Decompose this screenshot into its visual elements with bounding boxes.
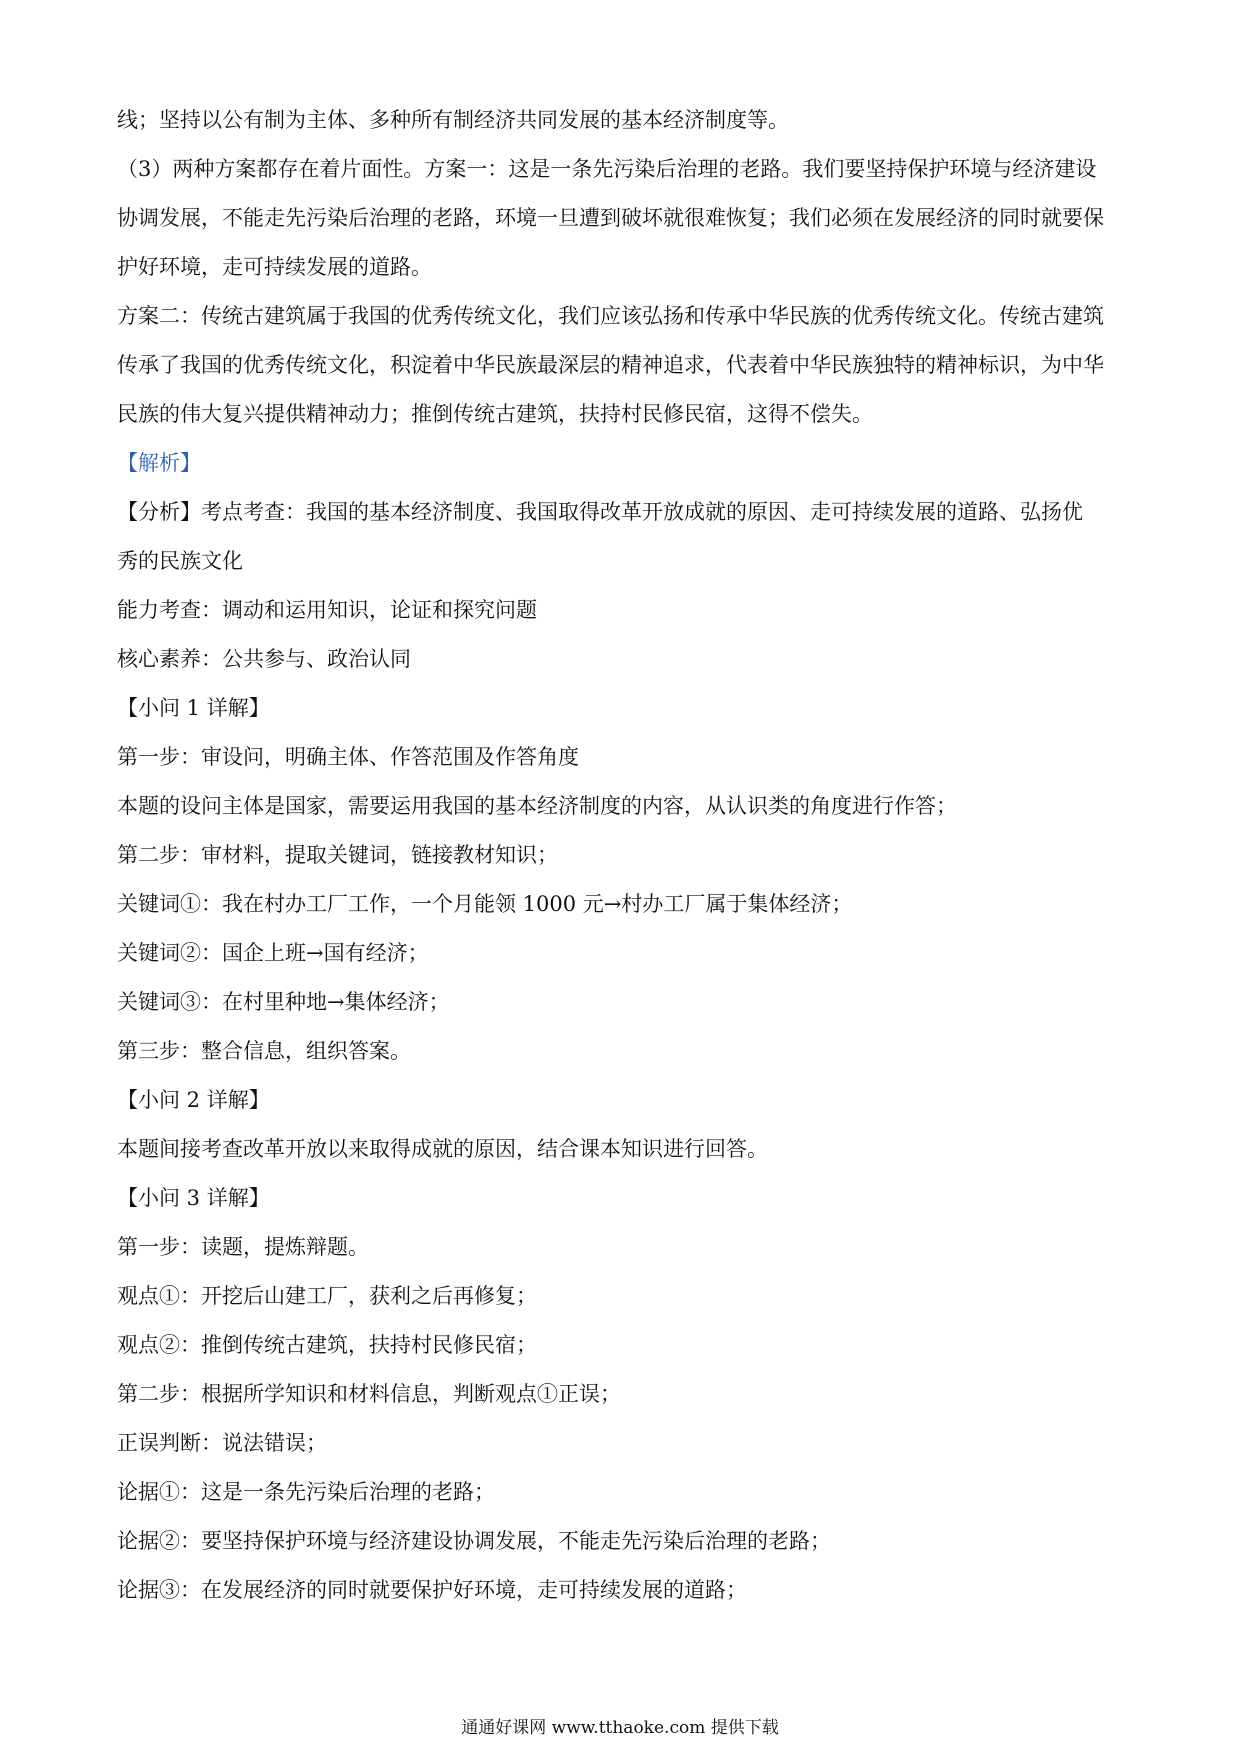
text-line: 秀的民族文化	[117, 549, 243, 573]
text-line: 正误判断：说法错误；	[117, 1431, 327, 1455]
document-body	[117, 96, 1137, 1615]
analysis-heading: 【解析】	[117, 451, 201, 475]
text-line: 第二步：审材料，提取关键词，链接教材知识；	[117, 843, 558, 867]
text-line: 方案二：传统古建筑属于我国的优秀传统文化，我们应该弘扬和传承中华民族的优秀传统文化。传统古建筑	[117, 304, 1104, 328]
text-line: 论据①：这是一条先污染后治理的老路；	[117, 1480, 495, 1504]
text-line: 民族的伟大复兴提供精神动力；推倒传统古建筑，扶持村民修民宿，这得不偿失。	[117, 402, 873, 426]
text-line: 传承了我国的优秀传统文化，积淀着中华民族最深层的精神追求，代表着中华民族独特的精神标识，为中华	[117, 353, 1104, 377]
text-line: 关键词②：国企上班→国有经济；	[117, 941, 429, 965]
text-line: 【分析】考点考查：我国的基本经济制度、我国取得改革开放成就的原因、走可持续发展的道路、弘扬优	[117, 500, 1083, 524]
subquestion-heading: 【小问 3 详解】	[117, 1186, 270, 1210]
text-line: 第二步：根据所学知识和材料信息，判断观点①正误；	[117, 1382, 621, 1406]
text-line: （3）两种方案都存在着片面性。方案一：这是一条先污染后治理的老路。我们要坚持保护环境与经济建设	[117, 157, 1097, 181]
text-line: 关键词①：我在村办工厂工作，一个月能领 1000 元→村办工厂属于集体经济；	[117, 892, 853, 916]
text-line: 线；坚持以公有制为主体、多种所有制经济共同发展的基本经济制度等。	[117, 108, 789, 132]
text-line: 协调发展，不能走先污染后治理的老路，环境一旦遭到破坏就很难恢复；我们必须在发展经济的同时就要保	[117, 206, 1104, 230]
text-line: 观点②：推倒传统古建筑，扶持村民修民宿；	[117, 1333, 537, 1357]
subquestion-heading: 【小问 1 详解】	[117, 696, 270, 720]
page-footer: 通通好课网 www.tthaoke.com 提供下载	[461, 1718, 779, 1738]
text-line: 第一步：读题，提炼辩题。	[117, 1235, 369, 1259]
text-line: 观点①：开挖后山建工厂，获利之后再修复；	[117, 1284, 537, 1308]
text-line: 关键词③：在村里种地→集体经济；	[117, 990, 450, 1014]
subquestion-heading: 【小问 2 详解】	[117, 1088, 270, 1112]
text-line: 核心素养：公共参与、政治认同	[117, 647, 411, 671]
text-line: 能力考查：调动和运用知识，论证和探究问题	[117, 598, 537, 622]
text-line: 第一步：审设问，明确主体、作答范围及作答角度	[117, 745, 579, 769]
text-line: 论据③：在发展经济的同时就要保护好环境，走可持续发展的道路；	[117, 1578, 747, 1602]
text-line: 本题间接考查改革开放以来取得成就的原因，结合课本知识进行回答。	[117, 1137, 768, 1161]
text-line: 护好环境，走可持续发展的道路。	[117, 255, 432, 279]
text-line: 第三步：整合信息，组织答案。	[117, 1039, 411, 1063]
text-line: 论据②：要坚持保护环境与经济建设协调发展，不能走先污染后治理的老路；	[117, 1529, 831, 1553]
text-line: 本题的设问主体是国家，需要运用我国的基本经济制度的内容，从认识类的角度进行作答；	[117, 794, 957, 818]
